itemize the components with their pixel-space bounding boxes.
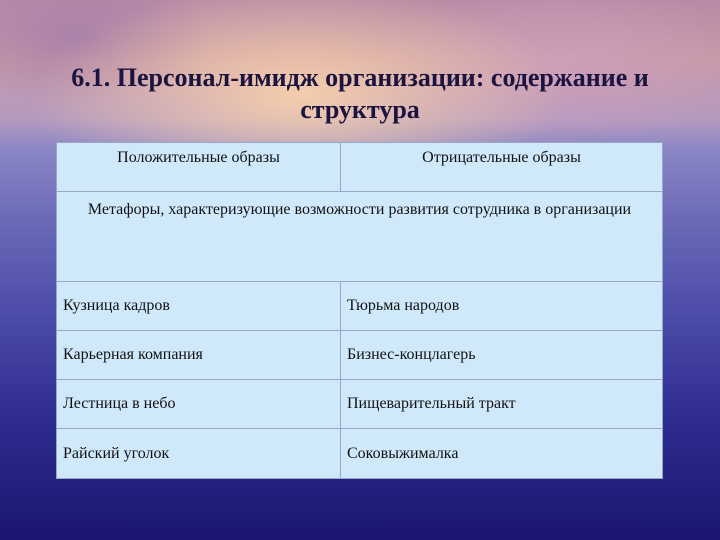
table-cell-positive: Райский уголок [56, 428, 341, 479]
table-cell-negative: Тюрьма народов [340, 281, 663, 331]
slide-title: 6.1. Персонал-имидж организации: содержание и структура [71, 63, 649, 124]
table-cell-positive: Карьерная компания [56, 330, 341, 380]
table-cell-negative: Пищеварительный тракт [340, 379, 663, 429]
table-cell-positive: Кузница кадров [56, 281, 341, 331]
metaphors-subheader: Метафоры, характеризующие возможности развития сотрудника в организации [56, 191, 663, 282]
table-cell-negative: Соковыжималка [340, 428, 663, 479]
header-negative: Отрицательные образы [340, 142, 663, 192]
header-positive: Положительные образы [56, 142, 341, 192]
metaphors-table [56, 142, 663, 479]
table-cell-negative: Бизнес-концлагерь [340, 330, 663, 380]
table-cell-positive: Лестница в небо [56, 379, 341, 429]
